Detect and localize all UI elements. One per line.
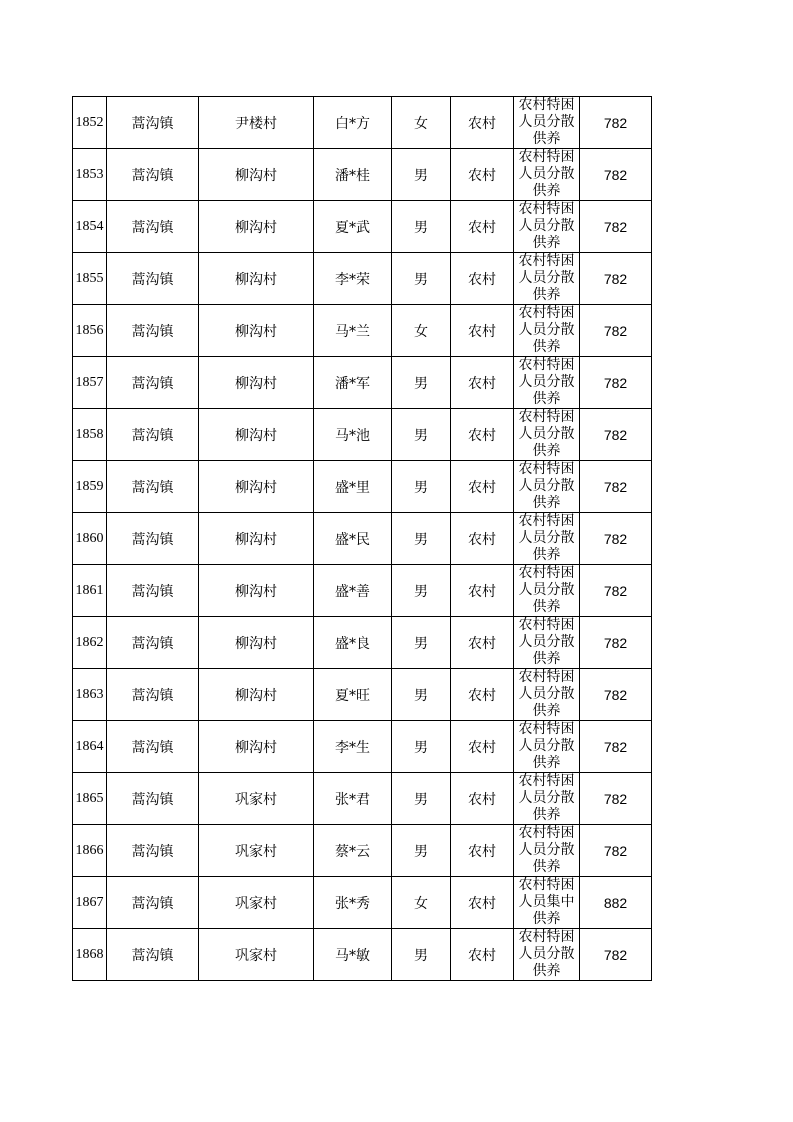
support-category-cell [514, 409, 580, 461]
amount-cell: 882 [580, 877, 652, 929]
support-category-box [514, 617, 579, 668]
gender-cell: 男 [392, 513, 451, 565]
support-category-text: 农村特困人员分散供养 [518, 617, 575, 667]
table-row [73, 97, 652, 149]
residence-type-cell: 农村 [451, 201, 514, 253]
residence-type-cell: 农村 [451, 513, 514, 565]
support-category-text: 农村特困人员分散供养 [518, 669, 575, 719]
recipient-name-cell: 盛*良 [314, 617, 392, 669]
row-number: 1858 [73, 409, 107, 461]
village-cell: 柳沟村 [199, 513, 314, 565]
residence-type-cell: 农村 [451, 929, 514, 981]
village-cell: 巩家村 [199, 825, 314, 877]
support-category-cell [514, 461, 580, 513]
support-category-box [514, 929, 579, 980]
support-category-text: 农村特困人员分散供养 [518, 305, 575, 355]
gender-cell: 男 [392, 565, 451, 617]
amount-cell: 782 [580, 773, 652, 825]
support-category-box [514, 253, 579, 304]
town-cell: 蒿沟镇 [107, 409, 199, 461]
recipient-name-cell: 蔡*云 [314, 825, 392, 877]
recipient-name-cell: 潘*桂 [314, 149, 392, 201]
table-row [73, 305, 652, 357]
town-cell: 蒿沟镇 [107, 669, 199, 721]
row-number: 1868 [73, 929, 107, 981]
amount-cell: 782 [580, 201, 652, 253]
support-category-text: 农村特困人员分散供养 [518, 513, 575, 563]
village-cell: 柳沟村 [199, 253, 314, 305]
village-cell: 柳沟村 [199, 409, 314, 461]
village-cell: 尹楼村 [199, 97, 314, 149]
residence-type-cell: 农村 [451, 565, 514, 617]
residence-type-cell: 农村 [451, 305, 514, 357]
residence-type-cell: 农村 [451, 409, 514, 461]
table-row [73, 669, 652, 721]
town-cell: 蒿沟镇 [107, 253, 199, 305]
roster-body [73, 97, 652, 981]
support-category-cell [514, 929, 580, 981]
table-row [73, 253, 652, 305]
amount-cell: 782 [580, 617, 652, 669]
recipient-name-cell: 李*荣 [314, 253, 392, 305]
residence-type-cell: 农村 [451, 149, 514, 201]
town-cell: 蒿沟镇 [107, 97, 199, 149]
town-cell: 蒿沟镇 [107, 877, 199, 929]
support-category-box [514, 305, 579, 356]
table-row [73, 513, 652, 565]
row-number: 1852 [73, 97, 107, 149]
village-cell: 巩家村 [199, 929, 314, 981]
recipient-name-cell: 马*池 [314, 409, 392, 461]
support-category-text: 农村特困人员分散供养 [518, 409, 575, 459]
gender-cell: 男 [392, 149, 451, 201]
assistance-roster-table [72, 96, 652, 981]
amount-cell: 782 [580, 97, 652, 149]
amount-cell: 782 [580, 669, 652, 721]
support-category-text: 农村特困人员分散供养 [518, 97, 575, 147]
support-category-cell [514, 773, 580, 825]
row-number: 1856 [73, 305, 107, 357]
table-row [73, 773, 652, 825]
recipient-name-cell: 夏*武 [314, 201, 392, 253]
town-cell: 蒿沟镇 [107, 929, 199, 981]
village-cell: 柳沟村 [199, 149, 314, 201]
gender-cell: 女 [392, 877, 451, 929]
support-category-box [514, 825, 579, 876]
residence-type-cell: 农村 [451, 617, 514, 669]
gender-cell: 男 [392, 669, 451, 721]
town-cell: 蒿沟镇 [107, 461, 199, 513]
support-category-cell [514, 201, 580, 253]
amount-cell: 782 [580, 357, 652, 409]
row-number: 1857 [73, 357, 107, 409]
support-category-cell [514, 253, 580, 305]
town-cell: 蒿沟镇 [107, 305, 199, 357]
gender-cell: 男 [392, 253, 451, 305]
row-number: 1865 [73, 773, 107, 825]
support-category-cell [514, 825, 580, 877]
residence-type-cell: 农村 [451, 877, 514, 929]
table-row [73, 617, 652, 669]
town-cell: 蒿沟镇 [107, 773, 199, 825]
gender-cell: 男 [392, 617, 451, 669]
gender-cell: 女 [392, 97, 451, 149]
support-category-box [514, 201, 579, 252]
amount-cell: 782 [580, 929, 652, 981]
support-category-text: 农村特困人员分散供养 [518, 357, 575, 407]
support-category-cell [514, 305, 580, 357]
table-row [73, 409, 652, 461]
gender-cell: 男 [392, 461, 451, 513]
amount-cell: 782 [580, 825, 652, 877]
row-number: 1866 [73, 825, 107, 877]
recipient-name-cell: 张*君 [314, 773, 392, 825]
recipient-name-cell: 白*方 [314, 97, 392, 149]
support-category-cell [514, 513, 580, 565]
town-cell: 蒿沟镇 [107, 565, 199, 617]
gender-cell: 男 [392, 721, 451, 773]
support-category-text: 农村特困人员分散供养 [518, 149, 575, 199]
table-row [73, 461, 652, 513]
village-cell: 柳沟村 [199, 669, 314, 721]
amount-cell: 782 [580, 721, 652, 773]
row-number: 1864 [73, 721, 107, 773]
recipient-name-cell: 马*敏 [314, 929, 392, 981]
table-row [73, 721, 652, 773]
recipient-name-cell: 张*秀 [314, 877, 392, 929]
gender-cell: 男 [392, 825, 451, 877]
residence-type-cell: 农村 [451, 97, 514, 149]
support-category-box [514, 149, 579, 200]
support-category-box [514, 565, 579, 616]
support-category-cell [514, 669, 580, 721]
support-category-text: 农村特困人员分散供养 [518, 201, 575, 251]
support-category-text: 农村特困人员集中供养 [518, 877, 575, 927]
support-category-cell [514, 357, 580, 409]
table-row [73, 201, 652, 253]
amount-cell: 782 [580, 565, 652, 617]
recipient-name-cell: 李*生 [314, 721, 392, 773]
support-category-cell [514, 721, 580, 773]
amount-cell: 782 [580, 149, 652, 201]
residence-type-cell: 农村 [451, 825, 514, 877]
residence-type-cell: 农村 [451, 721, 514, 773]
row-number: 1854 [73, 201, 107, 253]
amount-cell: 782 [580, 513, 652, 565]
table-row [73, 877, 652, 929]
gender-cell: 男 [392, 409, 451, 461]
amount-cell: 782 [580, 409, 652, 461]
support-category-box [514, 773, 579, 824]
support-category-box [514, 461, 579, 512]
row-number: 1855 [73, 253, 107, 305]
village-cell: 柳沟村 [199, 461, 314, 513]
residence-type-cell: 农村 [451, 773, 514, 825]
village-cell: 巩家村 [199, 773, 314, 825]
village-cell: 柳沟村 [199, 565, 314, 617]
gender-cell: 男 [392, 201, 451, 253]
village-cell: 柳沟村 [199, 617, 314, 669]
town-cell: 蒿沟镇 [107, 149, 199, 201]
town-cell: 蒿沟镇 [107, 201, 199, 253]
village-cell: 柳沟村 [199, 357, 314, 409]
amount-cell: 782 [580, 461, 652, 513]
support-category-text: 农村特困人员分散供养 [518, 253, 575, 303]
recipient-name-cell: 盛*民 [314, 513, 392, 565]
town-cell: 蒿沟镇 [107, 825, 199, 877]
row-number: 1861 [73, 565, 107, 617]
support-category-text: 农村特困人员分散供养 [518, 825, 575, 875]
support-category-box [514, 97, 579, 148]
row-number: 1859 [73, 461, 107, 513]
residence-type-cell: 农村 [451, 461, 514, 513]
support-category-text: 农村特困人员分散供养 [518, 461, 575, 511]
recipient-name-cell: 潘*军 [314, 357, 392, 409]
support-category-cell [514, 149, 580, 201]
support-category-text: 农村特困人员分散供养 [518, 929, 575, 979]
table-row [73, 149, 652, 201]
gender-cell: 男 [392, 929, 451, 981]
gender-cell: 男 [392, 773, 451, 825]
town-cell: 蒿沟镇 [107, 617, 199, 669]
town-cell: 蒿沟镇 [107, 513, 199, 565]
amount-cell: 782 [580, 305, 652, 357]
village-cell: 柳沟村 [199, 305, 314, 357]
table-row [73, 565, 652, 617]
support-category-box [514, 669, 579, 720]
support-category-text: 农村特困人员分散供养 [518, 565, 575, 615]
support-category-box [514, 877, 579, 928]
support-category-box [514, 357, 579, 408]
row-number: 1867 [73, 877, 107, 929]
support-category-text: 农村特困人员分散供养 [518, 773, 575, 823]
town-cell: 蒿沟镇 [107, 357, 199, 409]
row-number: 1860 [73, 513, 107, 565]
support-category-box [514, 721, 579, 772]
table-row [73, 357, 652, 409]
recipient-name-cell: 夏*旺 [314, 669, 392, 721]
support-category-box [514, 513, 579, 564]
row-number: 1862 [73, 617, 107, 669]
residence-type-cell: 农村 [451, 669, 514, 721]
row-number: 1853 [73, 149, 107, 201]
support-category-cell [514, 617, 580, 669]
recipient-name-cell: 盛*善 [314, 565, 392, 617]
recipient-name-cell: 盛*里 [314, 461, 392, 513]
town-cell: 蒿沟镇 [107, 721, 199, 773]
table-row [73, 825, 652, 877]
residence-type-cell: 农村 [451, 357, 514, 409]
gender-cell: 女 [392, 305, 451, 357]
residence-type-cell: 农村 [451, 253, 514, 305]
support-category-box [514, 409, 579, 460]
support-category-cell [514, 877, 580, 929]
amount-cell: 782 [580, 253, 652, 305]
village-cell: 柳沟村 [199, 201, 314, 253]
support-category-text: 农村特困人员分散供养 [518, 721, 575, 771]
village-cell: 柳沟村 [199, 721, 314, 773]
row-number: 1863 [73, 669, 107, 721]
recipient-name-cell: 马*兰 [314, 305, 392, 357]
gender-cell: 男 [392, 357, 451, 409]
support-category-cell [514, 97, 580, 149]
table-row [73, 929, 652, 981]
village-cell: 巩家村 [199, 877, 314, 929]
support-category-cell [514, 565, 580, 617]
